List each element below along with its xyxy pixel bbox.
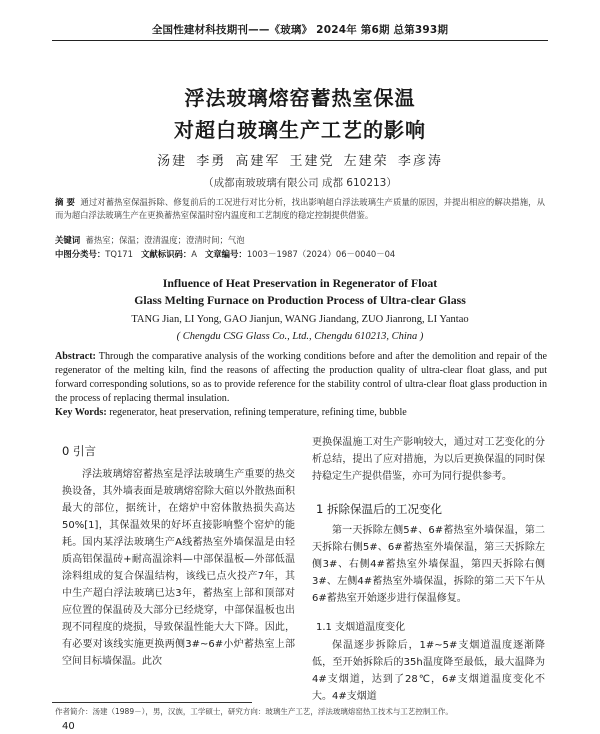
english-authors: TANG Jian, LI Yong, GAO Jianjun, WANG Jiandang, ZUO Jianrong, LI Yantao [131,314,469,325]
chinese-abstract [55,196,545,221]
left-column [62,466,295,670]
english-keywords-label: Key Words: [55,407,107,418]
chinese-abstract-text: 通过对蓄热室保温拆除、修复前后的工况进行对比分析，找出影响超白浮法玻璃生产质量的原因，并提出相应的解决措施，从而为超白浮法玻璃生产在更换蓄热室保温时窑内温度和工艺制度的稳定控制提供借鉴。 [55,197,546,220]
english-affiliation: ( Chengdu CSG Glass Co., Ltd., Chengdu 610213, China ) [176,331,424,342]
article-number-value: 1003－1987（2024）06－0040－04 [246,249,396,259]
english-title-line2: Glass Melting Furnace on Production Process of Ultra-clear Glass [134,293,466,307]
doc-code-label: 文献标识码： [140,249,192,259]
author-footnote: 作者简介：汤建（1989－），男，汉族，工学硕士，研究方向：玻璃生产工艺，浮法玻璃熔窑热工技术与工艺控制工作。 [55,707,453,716]
journal-header: 全国性建材科技期刊——《玻璃》 2024年 第6期 总第393期 [151,24,449,36]
english-abstract-label: Abstract: [55,351,96,362]
section-1-1-paragraph: 保温逐步拆除后，1#~5#支烟道温度逐渐降低，至开始拆除后的35h温度降至最低，最大温降为4#支烟道，达到了28℃，6#支烟道温度变化不大。4#支烟道 [312,640,545,702]
section-0-heading: 0 引言 [62,444,96,458]
chinese-title-line2: 对超白玻璃生产工艺的影响 [174,118,426,142]
english-abstract-text: Through the comparative analysis of the working conditions before and after the demolition and repair of the regenerator of the melting kiln, find the reasons of affecting the production quality of ultra-clear float glass, and put forward corresponding solutions, so as to provide reference for the stability control of ultra-clear float glass production in the process of replacing thermal insulation. [55,351,548,404]
doc-code-value: A [191,249,197,259]
chinese-abstract-label: 摘 要 [55,197,75,207]
article-number-label: 文章编号： [204,249,247,259]
section-1-1-heading: 1.1 支烟道温度变化 [316,622,406,633]
chinese-title-line1: 浮法玻璃熔窑蓄热室保温 [184,86,416,110]
chinese-keywords [55,234,545,246]
right-column-top [312,434,545,485]
header-rule [52,40,548,41]
english-keywords [55,407,547,418]
clc-label: 中图分类号： [55,249,106,259]
chinese-authors: 汤建 李勇 高建军 王建党 左建荣 李彦涛 [157,154,443,169]
page-number: 40 [62,721,75,732]
chinese-keywords-text: 蓄热室；保温；澄清温度；澄清时间；气泡 [85,235,245,245]
section-1-paragraph: 第一天拆除左侧5#、6#蓄热室外墙保温，第二天拆除右侧5#、6#蓄热室外墙保温，第三天拆除左侧3#、右侧4#蓄热室外墙保温，第四天拆除右侧3#、左侧4#蓄热室外墙保温，拆除的第二天下午从6#蓄热室开始逐步进行保温修复。 [312,525,545,604]
right-column-section11 [312,637,545,705]
right-column-section1 [312,522,545,607]
english-keywords-text: regenerator, heat preservation, refining temperature, refining time, bubble [109,407,407,418]
classification-line [55,248,545,260]
section-0-paragraph: 浮法玻璃熔窑蓄热室是浮法玻璃生产重要的热交换设备，其外墙表面是玻璃熔窑除大碹以外散热面积最大的部位，据统计，在熔炉中窑体散热损失高达50%[1]，其保温效果的好坏直接影响整个窑炉的能耗。国内某浮法玻璃生产A线蓄热室外墙保温是由轻质高铝保温砖+耐高温涂料—中部保温板—外部低温涂料组成的复合保温结构，该线已点火投产7年，其中生产超白浮法玻璃已达3年，蓄热室上部和顶部对应位置的保温砖及大部分已经烧穿，中部保温板也出现不同程度的烧损，导致保温性能大大下降。因此，有必要对该线实施更换两侧3#~6#小炉蓄热室上部空间目标墙保温。此次 [62,469,295,667]
continued-paragraph: 更换保温施工对生产影响较大，通过对工艺变化的分析总结，提出了应对措施，为以后更换保温的同时保持稳定生产提供借鉴，亦可为同行提供参考。 [312,437,545,482]
chinese-affiliation: （成都南玻玻璃有限公司 成都 610213） [203,177,397,189]
section-1-heading: 1 拆除保温后的工况变化 [316,502,442,516]
english-title-line1: Influence of Heat Preservation in Regenerator of Float [162,276,438,290]
footnote-rule [52,702,252,703]
english-abstract [55,350,547,406]
chinese-keywords-label: 关键词 [55,235,81,245]
clc-value: TQ171 [105,249,133,259]
